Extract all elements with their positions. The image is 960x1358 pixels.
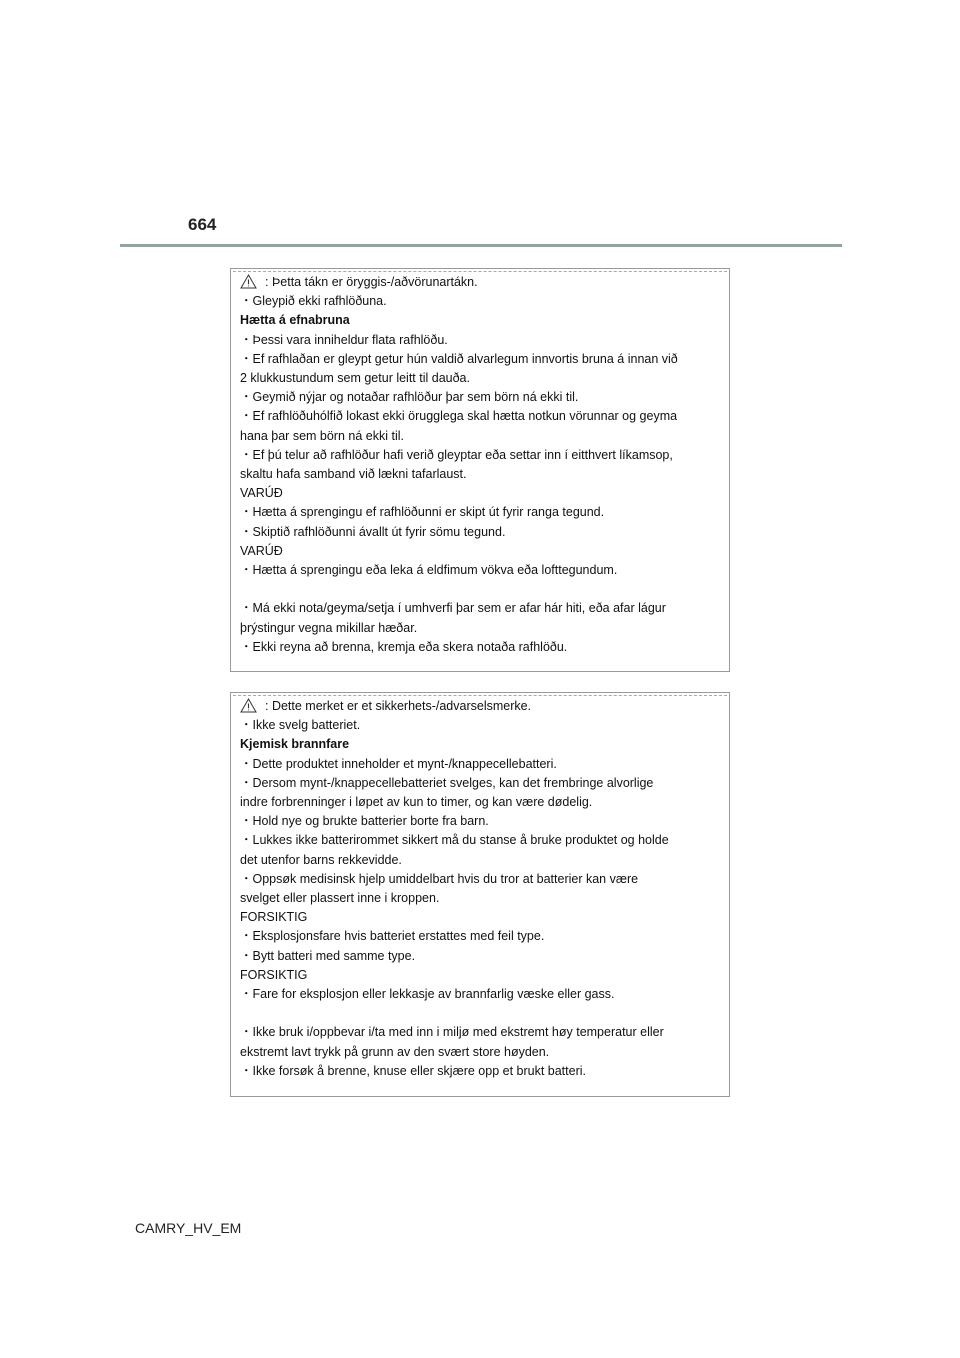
text-line <box>231 292 729 311</box>
text-line <box>231 966 729 985</box>
text-line <box>231 407 729 426</box>
line-text: : Dette merket er et sikkerhets-/advarselsmerke. <box>265 699 532 713</box>
text-line <box>231 388 729 407</box>
footer-model-code: CAMRY_HV_EM <box>135 1220 242 1236</box>
blank-line <box>231 580 729 599</box>
line-text: ・Hold nye og brukte batterier borte fra barn. <box>240 814 489 829</box>
text-line <box>231 947 729 966</box>
line-text: ・Ikke forsøk å brenne, knuse eller skjære opp et brukt batteri. <box>240 1063 586 1078</box>
text-line <box>231 427 729 446</box>
text-line <box>231 523 729 542</box>
text-line <box>231 311 729 330</box>
line-text: ・Má ekki nota/geyma/setja í umhverfi þar sem er afar hár hiti, eða afar lágur <box>240 601 666 616</box>
norwegian-warning-box <box>230 692 730 1097</box>
line-text: svelget eller plassert inne i kroppen. <box>240 891 440 906</box>
line-text: ・Ikke bruk i/oppbevar i/ta med inn i miljø med ekstremt høy temperatur eller <box>240 1025 664 1040</box>
text-line <box>231 465 729 484</box>
line-text: ・Dersom mynt-/knappecellebatteriet svelges, kan det frembringe alvorlige <box>240 775 654 790</box>
text-line <box>231 755 729 774</box>
text-line <box>231 716 729 735</box>
text-line <box>231 542 729 561</box>
text-line <box>231 851 729 870</box>
header-rule <box>120 244 842 247</box>
line-text: Kjemisk brannfare <box>240 737 350 752</box>
line-text: FORSIKTIG <box>240 967 308 982</box>
line-text: Hætta á efnabruna <box>240 313 350 328</box>
text-line <box>231 793 729 812</box>
line-text: : Þetta tákn er öryggis-/aðvörunartákn. <box>265 275 478 289</box>
line-text: ・Ikke svelg batteriet. <box>240 718 361 733</box>
text-line <box>231 870 729 889</box>
text-line <box>231 985 729 1004</box>
text-line <box>231 812 729 831</box>
line-text: ・Skiptið rafhlöðunni ávallt út fyrir sömu tegund. <box>240 524 506 539</box>
blank-line <box>231 1004 729 1023</box>
line-text: ・Fare for eksplosjon eller lekkasje av brannfarlig væske eller gass. <box>240 987 615 1002</box>
text-line <box>231 619 729 638</box>
text-line <box>231 1023 729 1042</box>
line-text: det utenfor barns rekkevidde. <box>240 852 402 867</box>
text-line <box>231 638 729 657</box>
icelandic-warning-box <box>230 268 730 672</box>
text-line <box>231 697 729 716</box>
line-text: indre forbrenninger i løpet av kun to timer, og kan være dødelig. <box>240 795 593 810</box>
text-line <box>231 927 729 946</box>
line-text: ・Ekki reyna að brenna, kremja eða skera notaða rafhlöðu. <box>240 639 568 654</box>
warning-triangle-icon <box>240 274 257 289</box>
page-number: 664 <box>188 215 217 234</box>
line-text: ・Gleypið ekki rafhlöðuna. <box>240 294 387 309</box>
line-text: ・Þessi vara inniheldur flata rafhlöðu. <box>240 332 448 347</box>
line-text: ・Dette produktet inneholder et mynt-/knappecellebatteri. <box>240 756 557 771</box>
line-text: ・Ef rafhlaðan er gleypt getur hún valdið alvarlegum innvortis bruna á innan við <box>240 351 678 366</box>
text-line <box>231 831 729 850</box>
text-line <box>231 1062 729 1081</box>
line-text: ・Lukkes ikke batterirommet sikkert må du stanse å bruke produktet og holde <box>240 833 669 848</box>
text-line <box>231 350 729 369</box>
line-text: 2 klukkustundum sem getur leitt til dauða. <box>240 371 470 386</box>
text-line <box>231 735 729 754</box>
text-line <box>231 273 729 292</box>
line-text: hana þar sem börn ná ekki til. <box>240 428 404 443</box>
text-line <box>231 889 729 908</box>
line-text: ekstremt lavt trykk på grunn av den svært store høyden. <box>240 1044 550 1059</box>
line-text: ・Ef rafhlöðuhólfið lokast ekki örugglega skal hætta notkun vörunnar og geyma <box>240 409 678 424</box>
line-text: skaltu hafa samband við lækni tafarlaust. <box>240 467 467 482</box>
line-text: ・Geymið nýjar og notaðar rafhlöður þar sem börn ná ekki til. <box>240 390 579 405</box>
line-text: ・Eksplosjonsfare hvis batteriet erstattes med feil type. <box>240 929 545 944</box>
text-line <box>231 446 729 465</box>
text-line <box>231 908 729 927</box>
text-line <box>231 774 729 793</box>
line-text: ・Hætta á sprengingu ef rafhlöðunni er skipt út fyrir ranga tegund. <box>240 505 605 520</box>
text-line <box>231 369 729 388</box>
line-text: þrýstingur vegna mikillar hæðar. <box>240 620 418 635</box>
line-text: VARÚÐ <box>240 486 283 501</box>
line-text: ・Oppsøk medisinsk hjelp umiddelbart hvis du tror at batterier kan være <box>240 871 639 886</box>
text-line <box>231 331 729 350</box>
line-text: FORSIKTIG <box>240 910 308 925</box>
text-line <box>231 484 729 503</box>
line-text: ・Hætta á sprengingu eða leka á eldfimum vökva eða lofttegundum. <box>240 563 618 578</box>
line-text: ・Ef þú telur að rafhlöður hafi verið gleyptar eða settar inn í eitthvert líkamsop, <box>240 447 673 462</box>
text-line <box>231 503 729 522</box>
text-line <box>231 1043 729 1062</box>
text-line <box>231 599 729 618</box>
line-text: ・Bytt batteri med samme type. <box>240 948 416 963</box>
warning-triangle-icon <box>240 698 257 713</box>
line-text: VARÚÐ <box>240 543 283 558</box>
text-line <box>231 561 729 580</box>
